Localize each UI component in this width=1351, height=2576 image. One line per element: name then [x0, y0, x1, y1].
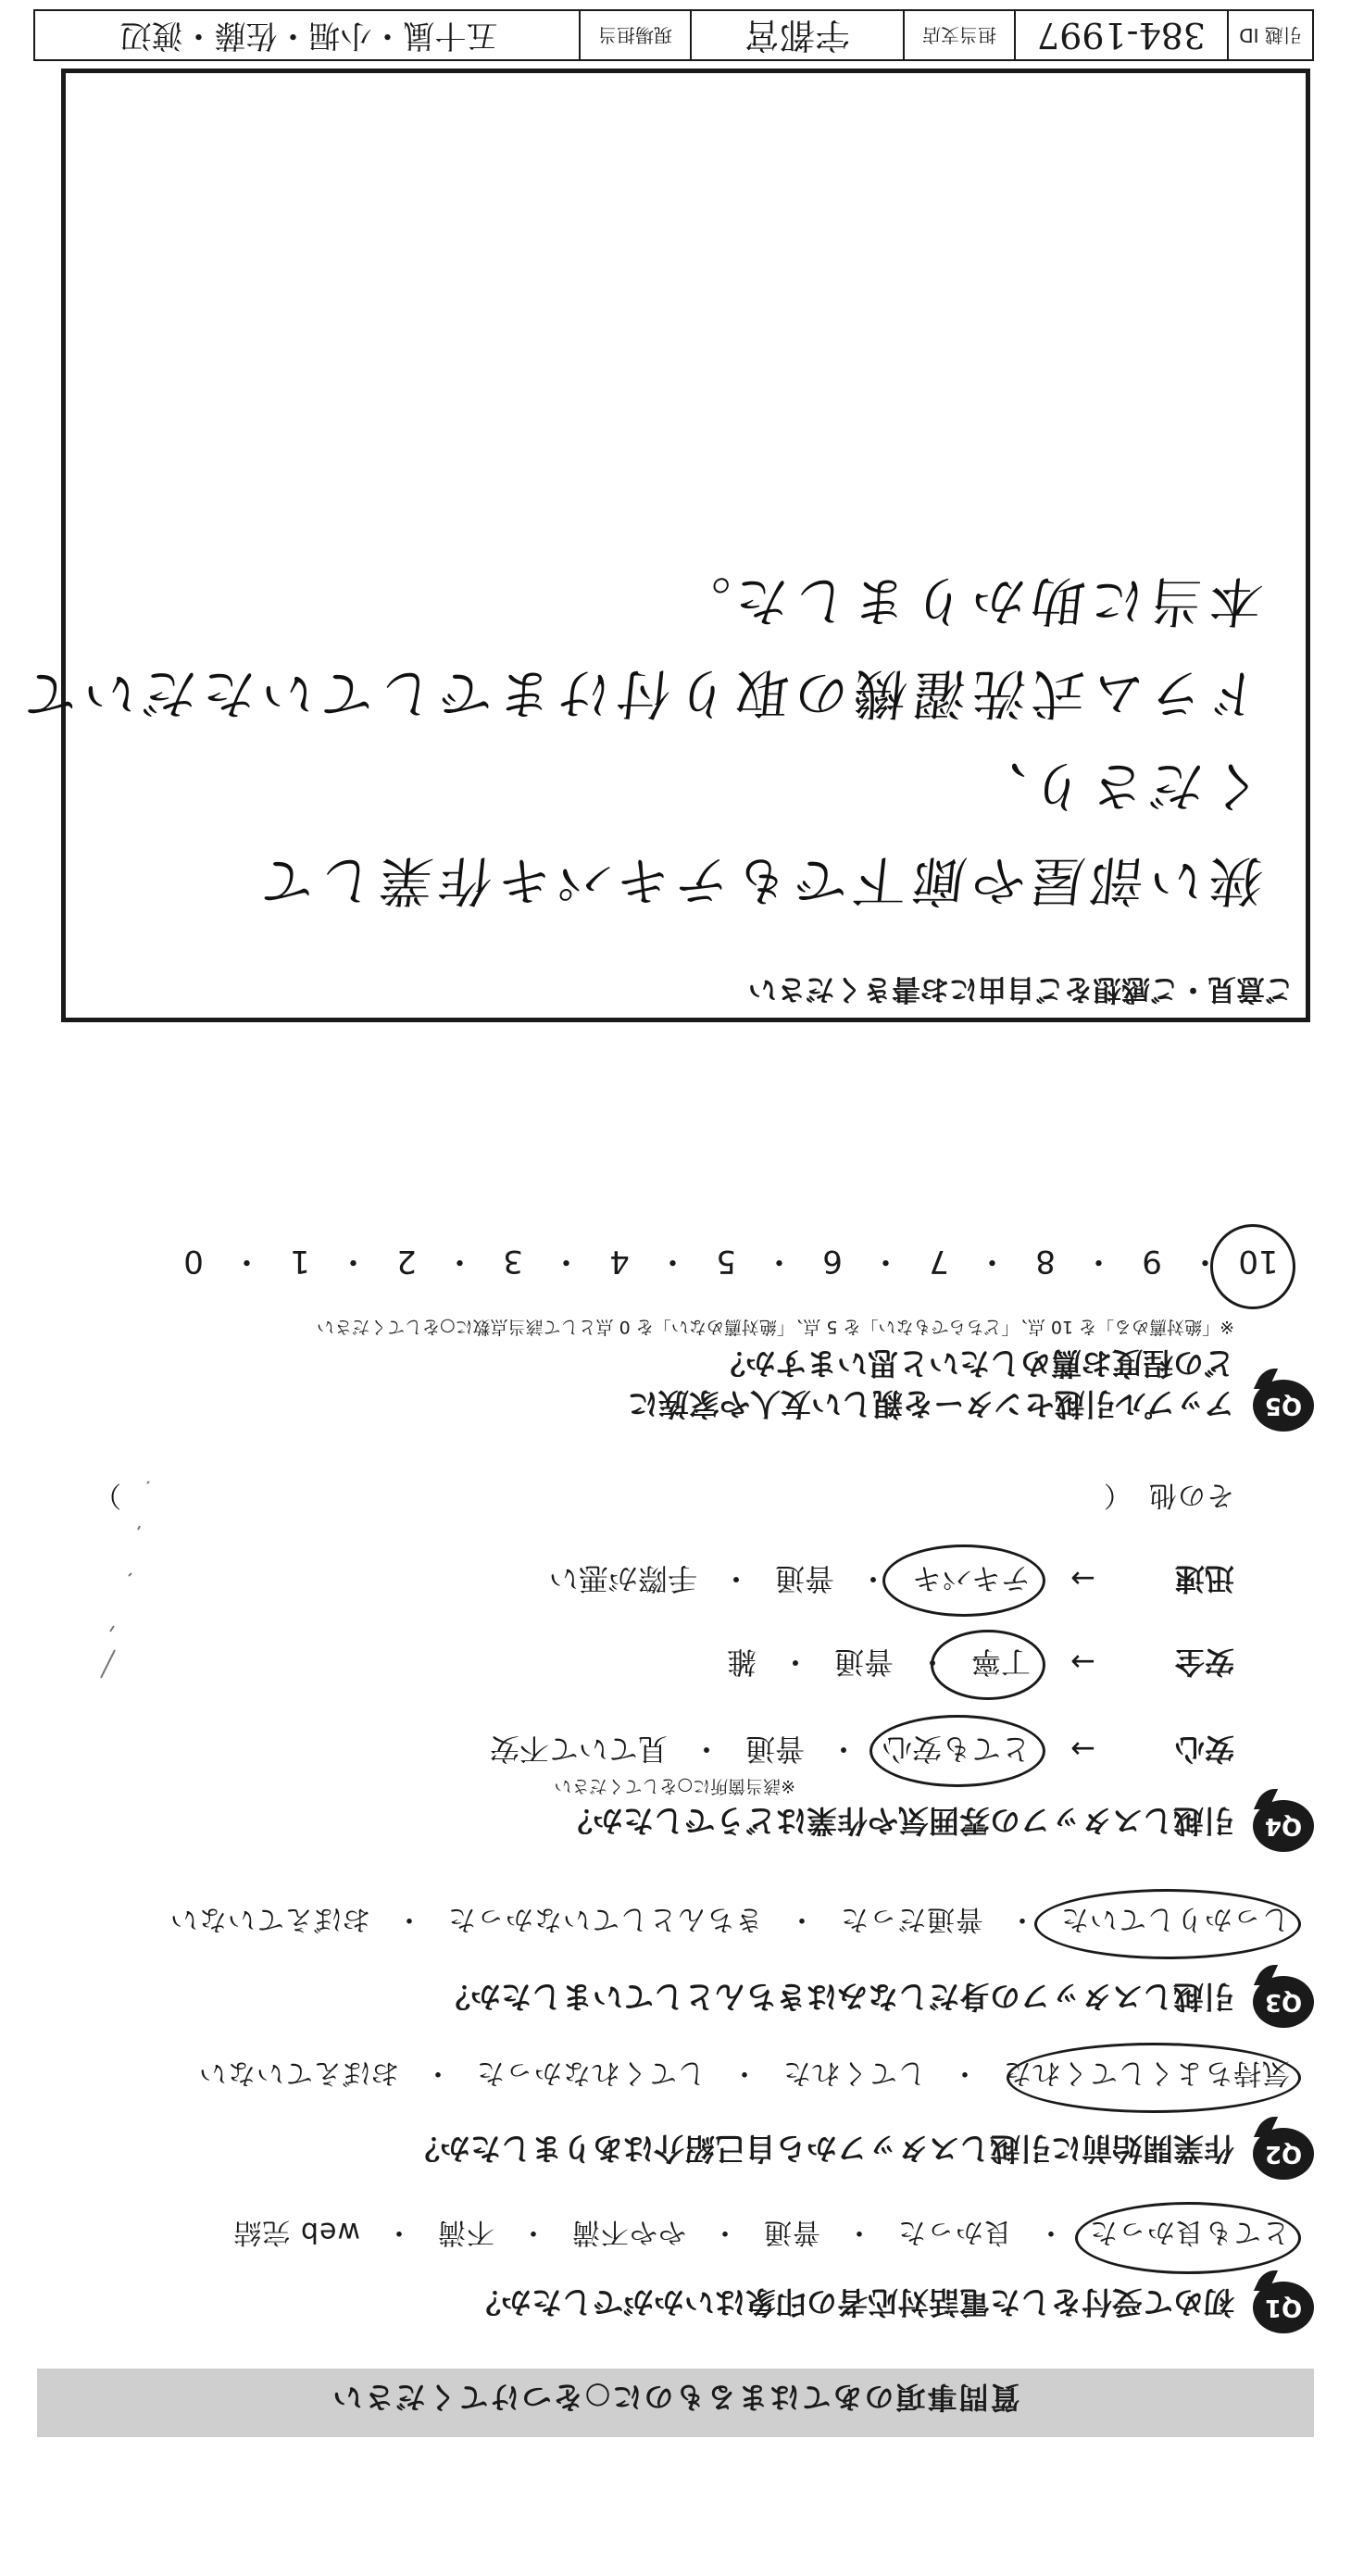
q4-other-open: （: [1103, 1479, 1132, 1511]
q4-question: 引越しスタッフの雰囲気や作業はどうでしたか？: [562, 1803, 1234, 1839]
q4-row-anshin-arrow: →: [1070, 1732, 1095, 1767]
header-table: [33, 9, 1314, 61]
q1-answer-circle: [1075, 2202, 1301, 2274]
q3-answer-circle: [1034, 1889, 1301, 1959]
q2-option-1[interactable]: 気持ちよくしてくれた: [1003, 2057, 1290, 2089]
q2-option-2[interactable]: してくれた: [782, 2057, 926, 2089]
q5-score-1[interactable]: 1: [290, 1243, 310, 1280]
q4-other-close: ）: [93, 1479, 121, 1511]
q5-score-2[interactable]: 2: [396, 1243, 417, 1280]
branch-value: 宇都宮: [690, 11, 903, 59]
q4-anzen-option-2[interactable]: 普通: [833, 1644, 894, 1680]
q3-option-4[interactable]: おぼえていない: [169, 1903, 370, 1935]
comment-line-4: 本当に助かりました。: [666, 569, 1267, 632]
q4-row-anshin: 安心→とても安心・普通・見ていて不安: [490, 1730, 1234, 1772]
q4-row-anzen-arrow: →: [1070, 1644, 1095, 1680]
q1-badge: Q1: [1253, 2282, 1314, 2333]
q5-score-6[interactable]: 6: [822, 1243, 843, 1280]
comment-line-3: ドラム式洗濯機の取り付けまでしていただいて: [15, 662, 1267, 725]
q3-question: 引越しスタッフの身だしなみはきちんとしていましたか？: [440, 1979, 1234, 2015]
q4-other-label: その他: [1148, 1479, 1234, 1511]
q4-row-anshin-label: 安心: [1174, 1732, 1234, 1767]
q5-score-8[interactable]: 8: [1035, 1243, 1056, 1280]
q5-score-4[interactable]: 4: [609, 1243, 630, 1280]
branch-label: 担当支店: [903, 11, 1014, 59]
q4-row-anzen-label: 安全: [1174, 1644, 1234, 1680]
q5-score-5[interactable]: 5: [716, 1243, 736, 1280]
site-leader-value: 五十嵐・小堀・佐藤・渡辺: [119, 17, 498, 54]
q4-row-anzen: 安全→丁寧・普通・雑: [727, 1643, 1234, 1685]
q4-anshin-option-3[interactable]: 見ていて不安: [489, 1732, 668, 1767]
instruction-text: 質問事項のあてはまるものに○をつけてください: [331, 2380, 1020, 2415]
q2-options: 気持ちよくしてくれた・してくれた・してくれなかった・おぼえていない: [198, 2056, 1290, 2096]
q5-question-line2: どの程度お薦めしたいと思いますか？: [715, 1345, 1234, 1382]
q5-note: ※「絶対薦める」を 10 点、「どちらでもない」を 5 点、「絶対薦めない」を 0 点として該当点数に○をしてください: [317, 1317, 1234, 1337]
q1-option-6[interactable]: web 完結: [232, 2216, 360, 2248]
q4-anzen-answer-circle: [931, 1630, 1045, 1700]
q1-option-2[interactable]: 良かった: [897, 2216, 1012, 2248]
q3-badge: Q3: [1253, 1976, 1314, 2028]
q4-anshin-answer-circle: [869, 1715, 1045, 1787]
q1-option-5[interactable]: 不満: [437, 2216, 494, 2248]
q4-anshin-option-2[interactable]: 普通: [744, 1732, 805, 1767]
q3-option-3[interactable]: きちんとしていなかった: [447, 1903, 763, 1935]
q4-row-jinsoku-label: 迅速: [1174, 1561, 1234, 1596]
move-id-value: 384-1997: [1014, 11, 1227, 59]
site-leader-label: 現場担当: [579, 11, 690, 59]
q4-jinsoku-option-3[interactable]: 手際が悪い: [548, 1561, 697, 1596]
q2-answer-circle: [1007, 2043, 1301, 2113]
q5-score-10[interactable]: 10: [1238, 1243, 1279, 1280]
q4-row-jinsoku: 迅速→テキパキ・普通・手際が悪い: [549, 1559, 1234, 1602]
q3-options: しっかりしていた・普通だった・きちんとしていなかった・おぼえていない: [169, 1902, 1290, 1943]
q2-option-4[interactable]: おぼえていない: [198, 2057, 399, 2089]
q5-score-3[interactable]: 3: [503, 1243, 523, 1280]
q2-badge: Q2: [1253, 2128, 1314, 2180]
q4-anzen-option-1[interactable]: 丁寧: [970, 1644, 1031, 1680]
q1-option-1[interactable]: とても良かった: [1089, 2216, 1290, 2248]
q4-note: ※該当箇所に○をしてください: [554, 1776, 795, 1796]
q4-badge: Q4: [1253, 1800, 1314, 1852]
q5-badge: Q5: [1253, 1380, 1314, 1432]
comment-line-1: 狭い部屋や廊下でもテキパキ作業して: [251, 849, 1267, 912]
q4-other: [93, 1478, 1234, 1519]
q1-option-4[interactable]: やや不満: [571, 2216, 686, 2248]
q5-score-0[interactable]: 0: [183, 1243, 204, 1280]
q4-jinsoku-option-1[interactable]: テキパキ: [911, 1561, 1031, 1596]
q5-question-line1: アップル引越センターを親しい友人や家族に: [627, 1386, 1234, 1422]
q2-option-3[interactable]: してくれなかった: [476, 2057, 706, 2089]
q3-option-1[interactable]: しっかりしていた: [1060, 1903, 1290, 1935]
q3-option-2[interactable]: 普通だった: [840, 1903, 983, 1935]
q4-jinsoku-answer-circle: [882, 1544, 1045, 1617]
scan-specks: [82, 1456, 166, 1687]
q4-anzen-option-3[interactable]: 雑: [726, 1644, 757, 1680]
instruction-band: [37, 2369, 1314, 2437]
q5-score-7[interactable]: 7: [929, 1243, 949, 1280]
q4-row-jinsoku-arrow: →: [1070, 1561, 1095, 1596]
q5-scale: 10・9・8・7・6・5・4・3・2・1・0: [166, 1242, 1286, 1287]
q4-anshin-option-1[interactable]: とても安心: [882, 1732, 1031, 1767]
q1-options: とても良かった・良かった・普通・やや不満・不満・web 完結: [232, 2215, 1290, 2256]
q4-jinsoku-option-2[interactable]: 普通: [774, 1561, 834, 1596]
comments-heading: ご意見・ご感想をご自由にお書きください: [748, 972, 1294, 1006]
q2-question: 作業開始前に引越しスタッフから自己紹介はありましたか？: [409, 2131, 1234, 2167]
q5-answer-circle: [1210, 1224, 1295, 1309]
q1-question: 初めて受付をした電話対応者の印象はいかがでしたか？: [470, 2284, 1234, 2320]
comment-line-2: くださり、: [962, 755, 1267, 818]
move-id-label: 引越 ID: [1227, 11, 1312, 59]
q1-option-3[interactable]: 普通: [763, 2216, 820, 2248]
q5-score-9[interactable]: 9: [1142, 1243, 1162, 1280]
